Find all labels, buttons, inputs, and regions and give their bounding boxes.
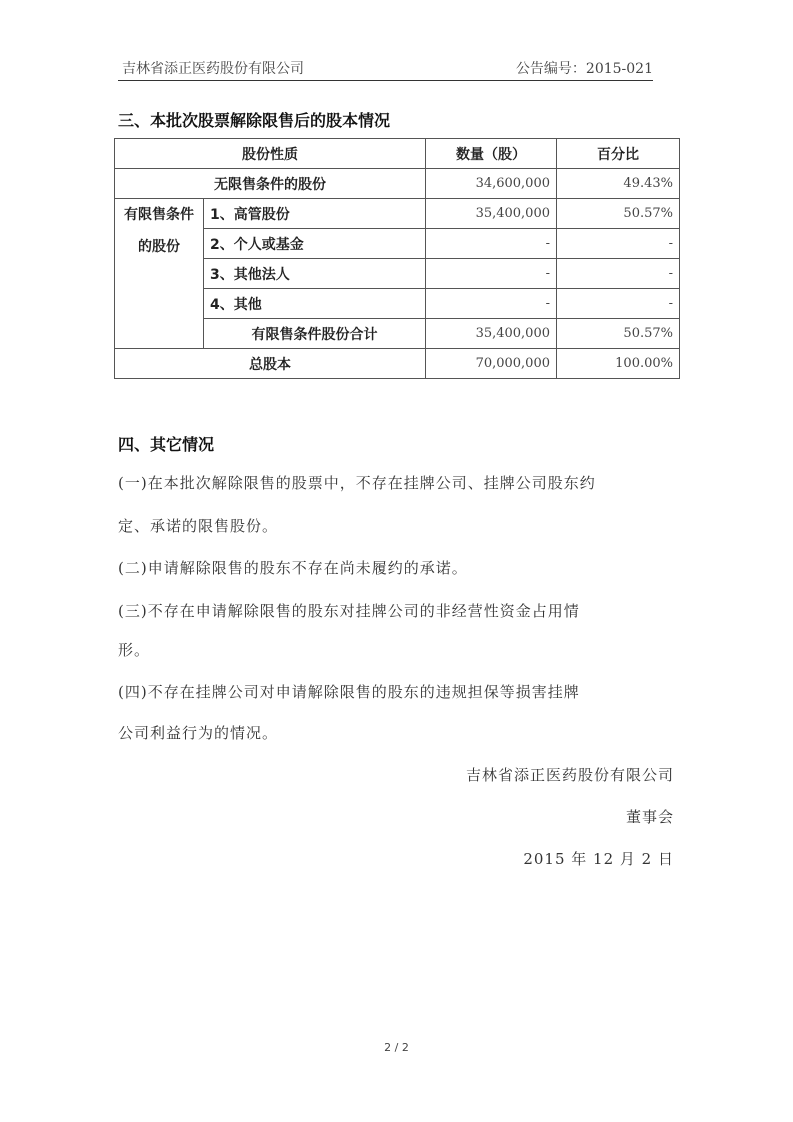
restricted-row-percent: 50.57% xyxy=(557,199,680,229)
section3-title: 三、本批次股票解除限售后的股本情况 xyxy=(118,111,391,130)
restricted-row-percent: - xyxy=(557,229,680,259)
total-percent: 100.00% xyxy=(557,349,680,379)
unrestricted-label: 无限售条件的股份 xyxy=(115,169,426,199)
signature-date: 2015 年 12 月 2 日 xyxy=(523,850,674,868)
unrestricted-percent: 49.43% xyxy=(557,169,680,199)
restricted-row-quantity: - xyxy=(426,259,557,289)
restricted-row-label: 3、其他法人 xyxy=(204,259,426,289)
paragraph-3-line2: 形。 xyxy=(118,641,151,659)
restricted-group-label: 有限售条件的股份 xyxy=(115,199,204,349)
table-row xyxy=(115,349,680,379)
signature-board: 董事会 xyxy=(625,808,674,826)
restricted-row-quantity: - xyxy=(426,229,557,259)
restricted-total-quantity: 35,400,000 xyxy=(426,319,557,349)
paragraph-3-line1: (三)不存在申请解除限售的股东对挂牌公司的非经营性资金占用情 xyxy=(118,602,580,620)
section4-title: 四、其它情况 xyxy=(118,435,215,454)
paragraph-1-line2: 定、承诺的限售股份。 xyxy=(118,517,279,535)
col-header-quantity: 数量（股） xyxy=(426,139,557,169)
header-company: 吉林省添正医药股份有限公司 xyxy=(122,61,304,77)
col-header-nature: 股份性质 xyxy=(115,139,426,169)
table-header-row xyxy=(115,139,680,169)
total-label: 总股本 xyxy=(115,349,426,379)
total-quantity: 70,000,000 xyxy=(426,349,557,379)
restricted-row-quantity: - xyxy=(426,289,557,319)
restricted-row-quantity: 35,400,000 xyxy=(426,199,557,229)
restricted-total-percent: 50.57% xyxy=(557,319,680,349)
restricted-total-label: 有限售条件股份合计 xyxy=(204,319,426,349)
page-header xyxy=(118,56,653,81)
paragraph-2-line1: (二)申请解除限售的股东不存在尚未履约的承诺。 xyxy=(118,559,468,577)
restricted-row-percent: - xyxy=(557,289,680,319)
signature-company: 吉林省添正医药股份有限公司 xyxy=(465,766,674,784)
col-header-percent: 百分比 xyxy=(557,139,680,169)
header-announcement-no: 公告编号：2015-021 xyxy=(515,61,653,77)
share-capital-table xyxy=(114,138,680,379)
paragraph-4-line2: 公司利益行为的情况。 xyxy=(118,724,279,742)
restricted-row-label: 2、个人或基金 xyxy=(204,229,426,259)
page-number: 2 / 2 xyxy=(384,1041,409,1054)
restricted-row-label: 4、其他 xyxy=(204,289,426,319)
paragraph-4-line1: (四)不存在挂牌公司对申请解除限售的股东的违规担保等损害挂牌 xyxy=(118,683,580,701)
table-row xyxy=(115,199,680,229)
paragraph-1-line1: (一)在本批次解除限售的股票中，不存在挂牌公司、挂牌公司股东约 xyxy=(118,474,596,492)
restricted-row-percent: - xyxy=(557,259,680,289)
restricted-row-label: 1、高管股份 xyxy=(204,199,426,229)
table-row xyxy=(115,169,680,199)
unrestricted-quantity: 34,600,000 xyxy=(426,169,557,199)
